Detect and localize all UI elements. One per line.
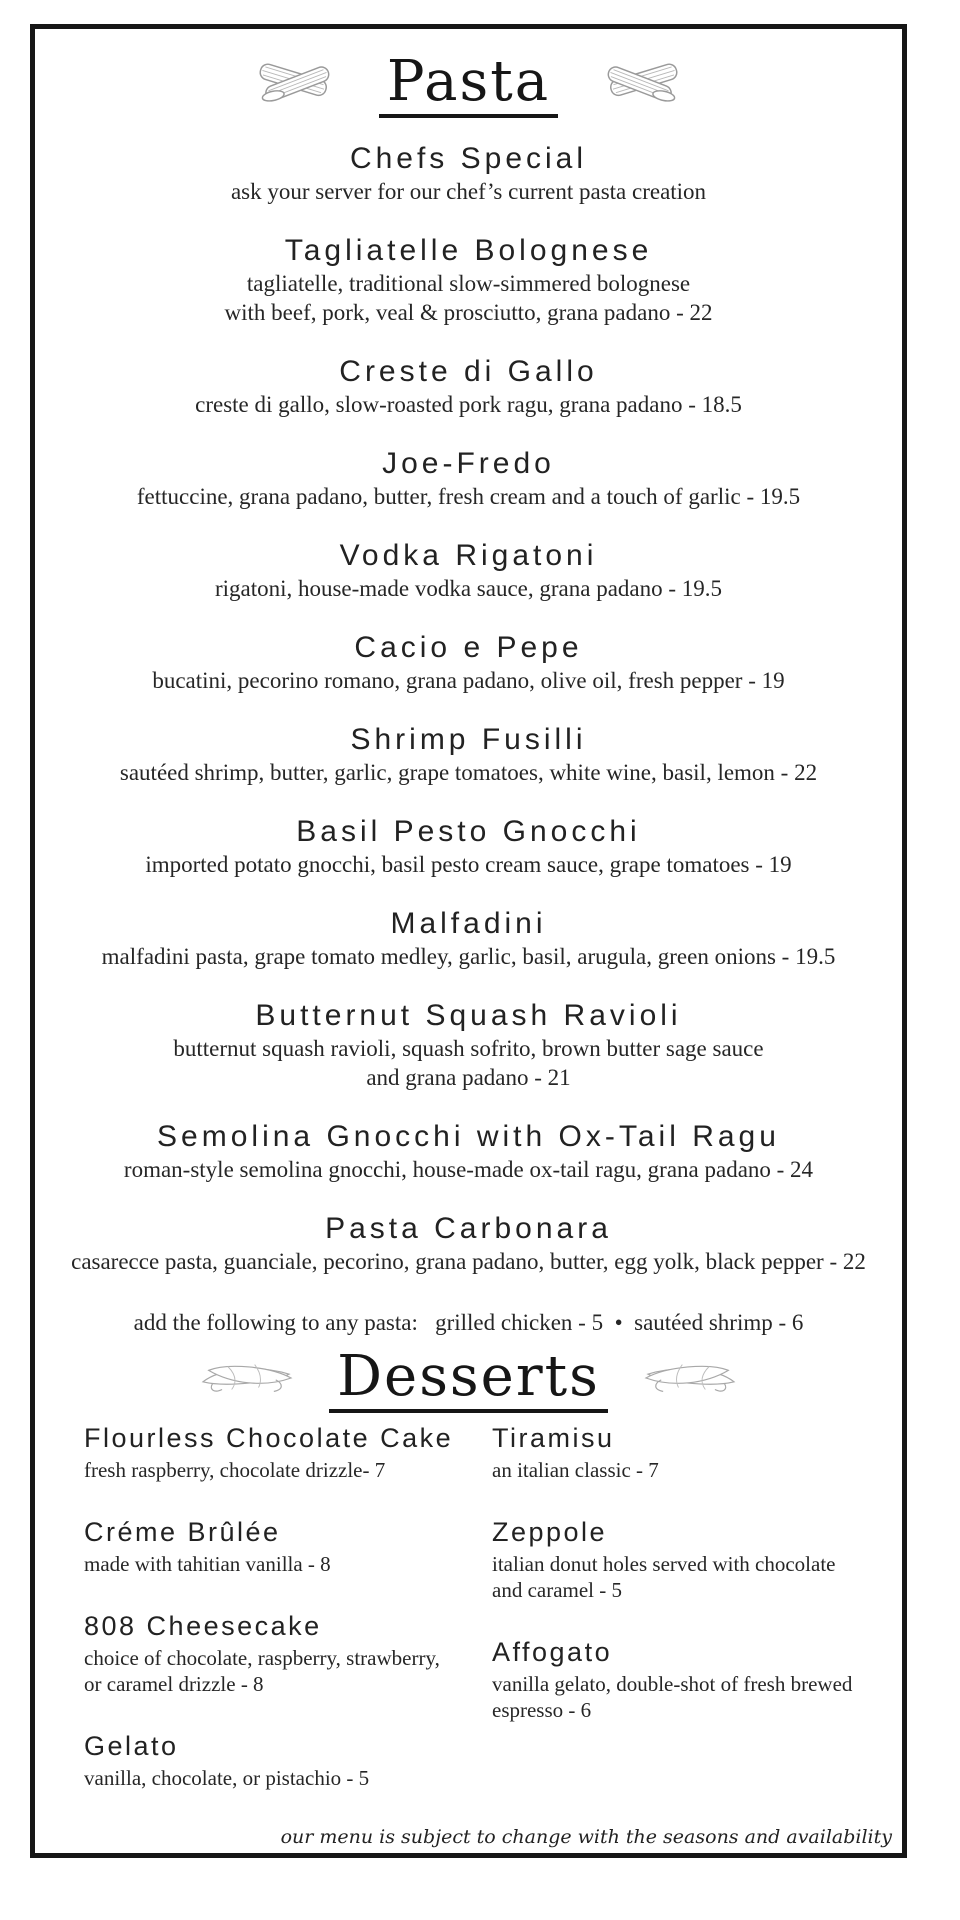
item-name: Chefs Special xyxy=(349,141,588,175)
item-desc-line: an italian classic - 7 xyxy=(492,1458,659,1483)
dessert-item-808-cheesecake xyxy=(84,1611,468,1697)
dessert-item-flourless-chocolate-cake xyxy=(84,1423,468,1483)
item-name: Zeppole xyxy=(492,1517,608,1548)
menu-item-vodka-rigatoni xyxy=(215,539,722,603)
menu-item-basil-pesto-gnocchi xyxy=(145,815,791,879)
item-desc-line: imported potato gnocchi, basil pesto cream sauce, grape tomatoes - 19 xyxy=(145,851,792,877)
item-name: Tiramisu xyxy=(492,1423,615,1453)
menu-item-butternut-squash-ravioli xyxy=(173,999,763,1092)
item-desc-line: made with tahitian vanilla - 8 xyxy=(84,1552,331,1577)
footer-note: our menu is subject to change with the seasons and availability xyxy=(280,1826,892,1848)
item-desc-line: vanilla, chocolate, or pistachio - 5 xyxy=(84,1766,370,1791)
dessert-item-tiramisu xyxy=(492,1423,858,1483)
dessert-item-creme-brulee xyxy=(84,1517,468,1577)
pasta-addons-note: add the following to any pasta: grilled chicken - 5 • sautéed shrimp - 6 xyxy=(133,1310,804,1336)
item-desc-line: casarecce pasta, guanciale, pecorino, grana padano, butter, egg yolk, black pepper - 22 xyxy=(71,1249,866,1274)
item-desc-line: ask your server for our chef’s current pasta creation xyxy=(230,178,707,204)
pasta-twist-icon-left xyxy=(199,1355,295,1406)
item-desc-line: espresso - 6 xyxy=(492,1698,592,1723)
item-name: Butternut Squash Ravioli xyxy=(255,999,682,1032)
item-name: Pasta Carbonara xyxy=(325,1212,612,1246)
item-name: Tagliatelle Bolognese xyxy=(284,233,653,267)
item-name: Basil Pesto Gnocchi xyxy=(296,815,641,848)
item-desc-line: butternut squash ravioli, squash sofrito, brown butter sage sauce xyxy=(173,1035,764,1061)
item-name: 808 Cheesecake xyxy=(84,1611,322,1642)
item-name: Creste di Gallo xyxy=(339,355,598,388)
desserts-grid xyxy=(35,1423,902,1791)
item-name: Flourless Chocolate Cake xyxy=(84,1423,454,1453)
item-desc-line: fresh raspberry, chocolate drizzle- 7 xyxy=(84,1458,386,1483)
item-name: Semolina Gnocchi with Ox-Tail Ragu xyxy=(157,1120,780,1154)
dessert-item-zeppole xyxy=(492,1517,858,1603)
dessert-item-affogato xyxy=(492,1637,858,1723)
item-desc-line: fettuccine, grana padano, butter, fresh cream and a touch of garlic - 19.5 xyxy=(136,483,801,509)
penne-icon-right xyxy=(592,55,684,116)
dessert-item-gelato xyxy=(84,1731,468,1791)
item-desc-line: and caramel - 5 xyxy=(492,1578,623,1603)
item-desc-line: or caramel drizzle - 8 xyxy=(84,1672,264,1697)
item-desc-line: and grana padano - 21 xyxy=(366,1065,571,1090)
desserts-left-column xyxy=(84,1423,468,1791)
desserts-right-column xyxy=(492,1423,858,1723)
item-desc-line: vanilla gelato, double-shot of fresh brewed xyxy=(492,1672,853,1697)
item-name: Malfadini xyxy=(390,907,547,940)
menu-item-creste-di-gallo xyxy=(195,355,742,419)
item-desc-line: malfadini pasta, grape tomato medley, garlic, basil, arugula, green onions - 19.5 xyxy=(101,943,836,969)
item-name: Joe-Fredo xyxy=(382,447,555,480)
item-name: Créme Brûlée xyxy=(84,1517,281,1548)
item-desc-line: sautéed shrimp, butter, garlic, grape tomatoes, white wine, basil, lemon - 22 xyxy=(119,759,818,785)
menu-item-joe-fredo xyxy=(137,447,800,511)
menu-item-cacio-e-pepe xyxy=(152,631,784,695)
item-desc-line: rigatoni, house-made vodka sauce, grana padano - 19.5 xyxy=(214,575,723,601)
menu-item-shrimp-fusilli xyxy=(120,723,817,787)
pasta-title-row xyxy=(253,49,684,118)
item-name: Cacio e Pepe xyxy=(354,631,583,664)
menu-item-tagliatelle-bolognese xyxy=(225,234,713,327)
menu-item-malfadini xyxy=(102,907,836,971)
menu-item-pasta-carbonara xyxy=(71,1212,866,1276)
penne-icon-left xyxy=(253,55,345,116)
item-desc-line: with beef, pork, veal & prosciutto, grana padano - 22 xyxy=(224,299,713,325)
menu-item-semolina-gnocchi xyxy=(124,1120,813,1184)
item-desc-line: bucatini, pecorino romano, grana padano, olive oil, fresh pepper - 19 xyxy=(152,667,785,693)
menu-item-chefs-special xyxy=(231,142,706,206)
item-name: Gelato xyxy=(84,1731,179,1762)
desserts-section-title: Desserts xyxy=(329,1348,608,1413)
item-name: Shrimp Fusilli xyxy=(350,723,587,756)
item-desc-line: creste di gallo, slow-roasted pork ragu, grana padano - 18.5 xyxy=(195,391,742,417)
pasta-twist-icon-right xyxy=(642,1355,738,1406)
item-desc-line: tagliatelle, traditional slow-simmered bolognese xyxy=(246,270,691,296)
item-desc-line: choice of chocolate, raspberry, strawberry, xyxy=(84,1646,440,1671)
pasta-section-title: Pasta xyxy=(379,53,558,118)
menu-border xyxy=(30,24,907,1858)
item-name: Affogato xyxy=(492,1637,613,1668)
item-desc-line: roman-style semolina gnocchi, house-made ox-tail ragu, grana padano - 24 xyxy=(123,1157,814,1182)
desserts-title-row xyxy=(199,1344,738,1413)
item-name: Vodka Rigatoni xyxy=(339,539,598,572)
item-desc-line: italian donut holes served with chocolate xyxy=(492,1552,836,1577)
